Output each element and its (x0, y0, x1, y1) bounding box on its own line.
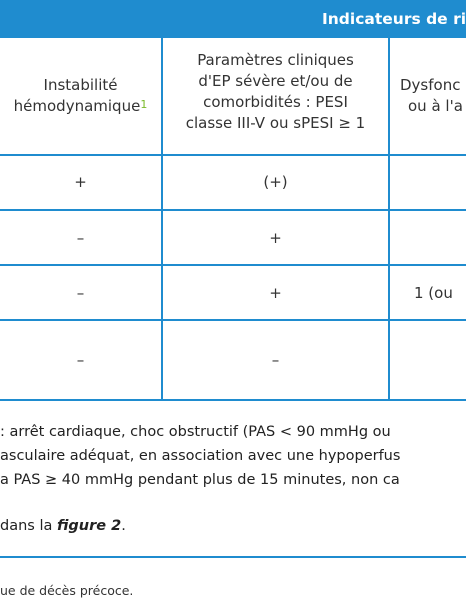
header-line: ou à l'a (408, 97, 463, 115)
table-note-line: a PAS ≥ 40 mmHg pendant plus de 15 minutes, non ca (0, 472, 400, 488)
footnote-marker: 1 (140, 98, 148, 111)
row-divider (0, 319, 466, 321)
note-text: . (121, 518, 126, 534)
table-cell: + (74, 173, 87, 191)
table-cell: 1 (ou (414, 284, 453, 302)
header-line: Paramètres cliniques (197, 51, 354, 69)
page-footnote: ue de décès précoce. (0, 583, 134, 598)
table-cell: + (269, 284, 282, 302)
figure-reference: figure 2 (56, 518, 122, 534)
column-header-dysfunction (400, 75, 463, 117)
header-row-divider (0, 154, 466, 156)
table-note-line (0, 518, 126, 534)
table-header-bar (0, 0, 466, 38)
table-cell: + (269, 229, 282, 247)
column-divider (388, 38, 390, 399)
note-text: dans la (0, 518, 57, 534)
table-cell: – (76, 351, 85, 369)
table-cell: – (76, 229, 85, 247)
header-line: comorbidités : PESI (203, 93, 348, 111)
table-note-line: asculaire adéquat, en association avec une hypoperfus (0, 448, 401, 464)
row-divider (0, 209, 466, 211)
table-bottom-divider (0, 399, 466, 401)
table-cell: – (271, 351, 280, 369)
header-line (0, 96, 161, 117)
header-line: classe III-V ou sPESI ≥ 1 (185, 114, 366, 132)
table-note-line: : arrêt cardiaque, choc obstructif (PAS < 90 mmHg ou (0, 424, 391, 440)
header-line: Instabilité (43, 76, 118, 94)
table-title: Indicateurs de ri (322, 10, 466, 28)
header-line: Dysfonc (400, 76, 461, 94)
header-line-text: hémodynamique (13, 97, 141, 115)
table-cell: (+) (263, 173, 288, 191)
row-divider (0, 264, 466, 266)
header-line: d'EP sévère et/ou de (198, 72, 353, 90)
notes-bottom-divider (0, 556, 466, 558)
column-header-clinical-params (163, 50, 388, 134)
column-header-instability (0, 75, 161, 117)
table-cell: – (76, 284, 85, 302)
